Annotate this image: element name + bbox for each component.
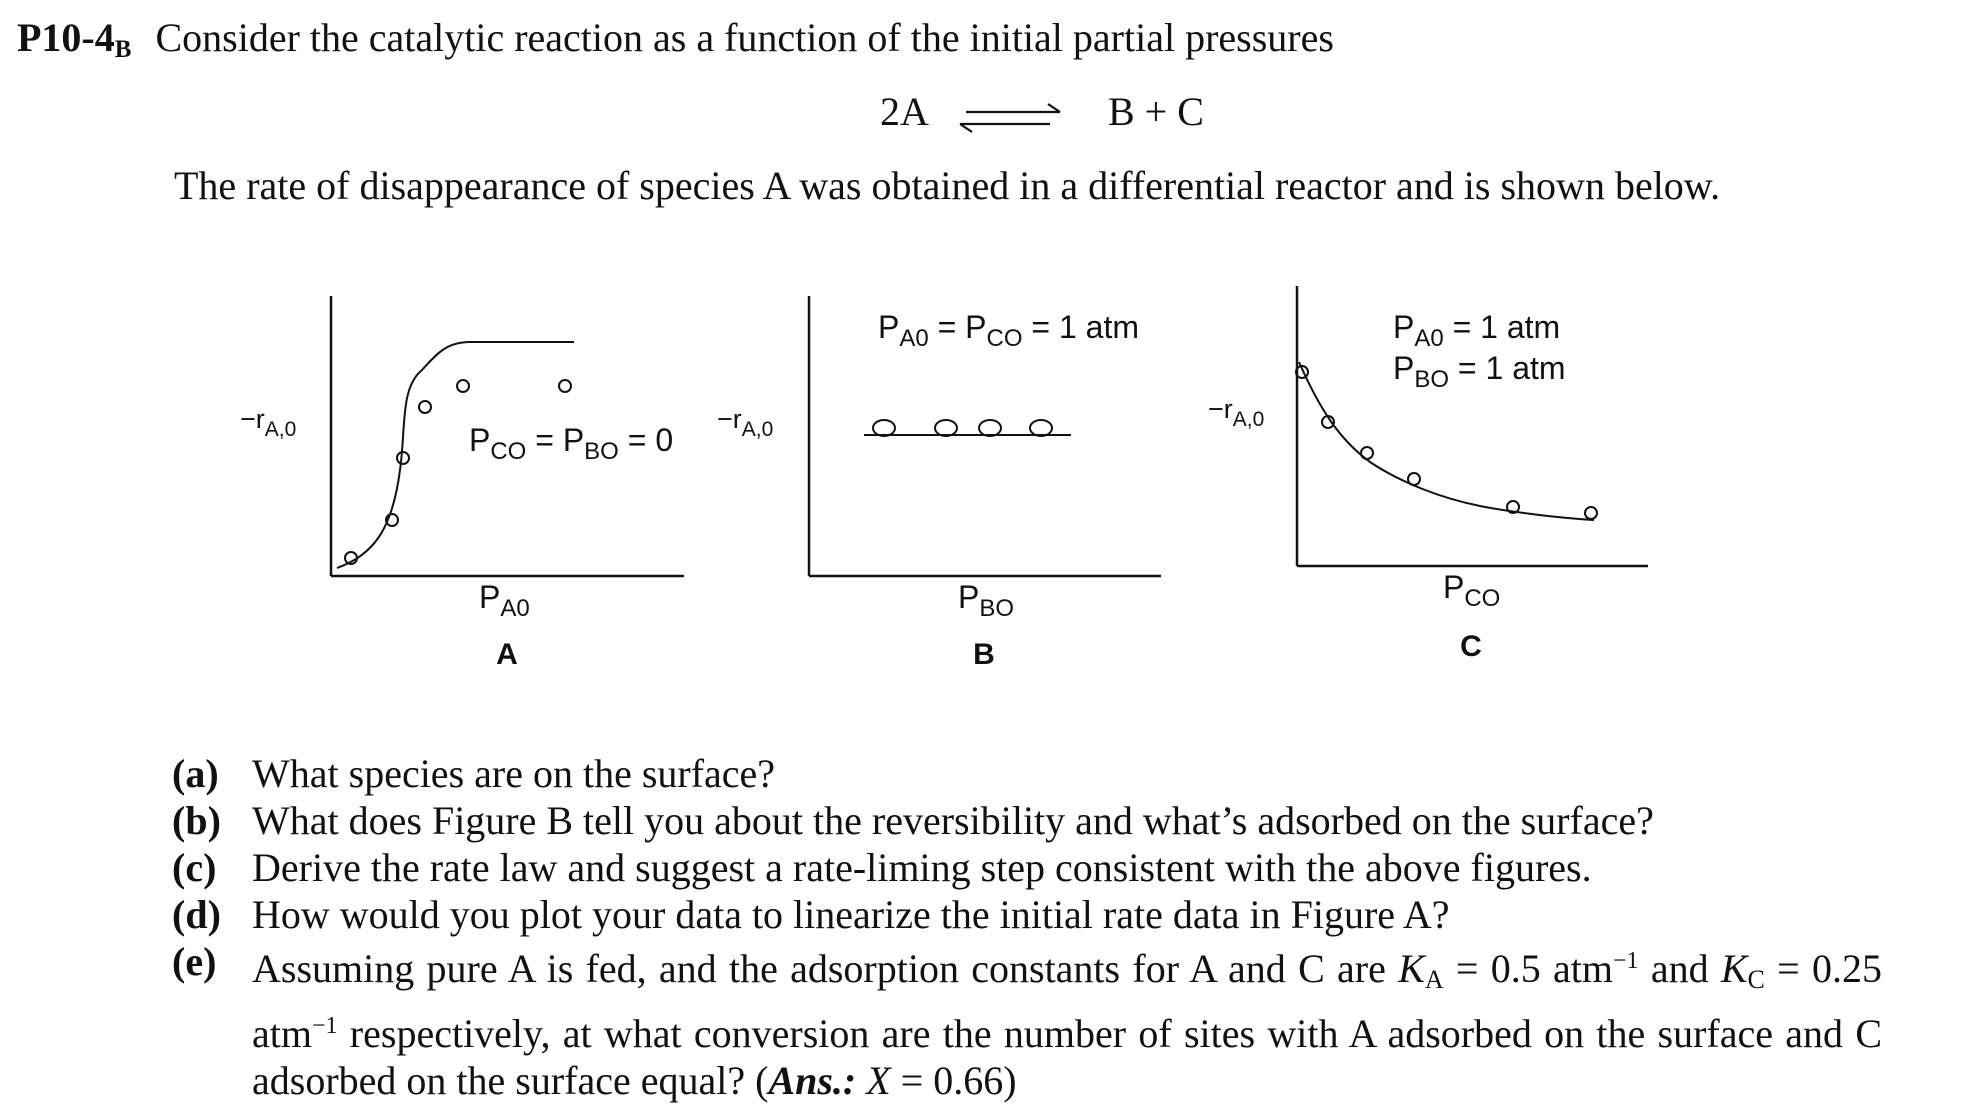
figure-b-point xyxy=(979,420,1001,436)
question-list xyxy=(172,750,1882,1104)
figure-a-point xyxy=(419,401,431,413)
figure-b-condition: $P_{A0} = P_{CO} = 1$ atm xyxy=(878,309,1140,352)
question-label: (b) xyxy=(172,798,221,843)
question-label: (d) xyxy=(172,892,221,937)
problem-heading xyxy=(17,12,1334,76)
figure-a-point xyxy=(397,452,409,464)
figure-c-point xyxy=(1408,473,1420,485)
question-d xyxy=(172,891,1882,938)
figure-a xyxy=(240,296,684,671)
figure-c-point xyxy=(1585,507,1597,519)
figure-c-condition-2: $P_{BO} = 1$ atm xyxy=(1393,350,1566,393)
problem-number: $P10-4_B$ xyxy=(17,15,132,63)
figure-a-condition: $P_{CO} = P_{BO} = 0$ xyxy=(469,422,674,465)
reaction-equation xyxy=(0,86,1982,146)
figure-b xyxy=(717,296,1161,671)
question-label: (a) xyxy=(172,751,219,796)
answer-label: Ans.: xyxy=(768,1058,857,1103)
problem-intro: Consider the catalytic reaction as a function of the initial partial pressures xyxy=(155,15,1334,60)
question-e xyxy=(172,938,1882,1104)
question-label: (e) xyxy=(172,939,217,984)
figure-b-point xyxy=(935,420,957,436)
figure-c-point xyxy=(1361,447,1373,459)
question-text: What species are on the surface? xyxy=(252,751,776,796)
figure-c-condition-1: $P_{A0} = 1$ atm xyxy=(1393,309,1561,352)
figure-panel xyxy=(0,270,1982,690)
figure-b-y-label: $-r_{A,0}$ xyxy=(717,404,774,441)
figure-b-point xyxy=(1030,420,1052,436)
reaction-lhs: 2A xyxy=(880,89,929,134)
figure-a-caption: A xyxy=(496,638,518,671)
question-label: (c) xyxy=(172,845,217,890)
question-b xyxy=(172,797,1882,844)
answer-value: = 0.66) xyxy=(890,1058,1017,1103)
question-a xyxy=(172,750,1882,797)
figure-a-point xyxy=(457,380,469,392)
figure-c xyxy=(1208,286,1648,663)
figure-b-caption: B xyxy=(973,638,995,671)
figure-c-caption: C xyxy=(1460,630,1482,663)
figure-a-y-label: $-r_{A,0}$ xyxy=(240,404,297,441)
question-text: What does Figure B tell you about the reversibility and what’s adsorbed on the surface? xyxy=(252,798,1654,843)
figure-a-x-label: $P_{A0}$ xyxy=(479,579,530,622)
reaction-rhs: B + C xyxy=(1108,89,1204,134)
figure-b-data-points xyxy=(873,420,1052,436)
figure-c-y-label: $-r_{A,0}$ xyxy=(1208,394,1265,431)
figure-c-x-label: $P_{CO}$ xyxy=(1443,569,1501,612)
figure-b-point xyxy=(873,420,895,436)
question-c xyxy=(172,844,1882,891)
question-text: Assuming pure A is fed, and the adsorption constants for A and C are $K_A = 0.5$ atm$^{-1}$ and $K_C = 0.25$ atm$^{-1}$ respectively, at what conversion are the number of sites with A adsorbed on the surface and C adsorbed on the surface equal? (Ans.: X = 0.66) xyxy=(252,946,1883,1103)
figure-a-point xyxy=(559,380,571,392)
problem-sentence: The rate of disappearance of species A was obtained in a differential reactor and is shown below. xyxy=(174,163,1721,208)
question-text: How would you plot your data to linearize the initial rate data in Figure A? xyxy=(252,892,1450,937)
reversible-arrow-icon xyxy=(952,100,1072,140)
figure-b-x-label: $P_{BO}$ xyxy=(958,579,1015,622)
question-text: Derive the rate law and suggest a rate-liming step consistent with the above figures. xyxy=(252,845,1592,890)
